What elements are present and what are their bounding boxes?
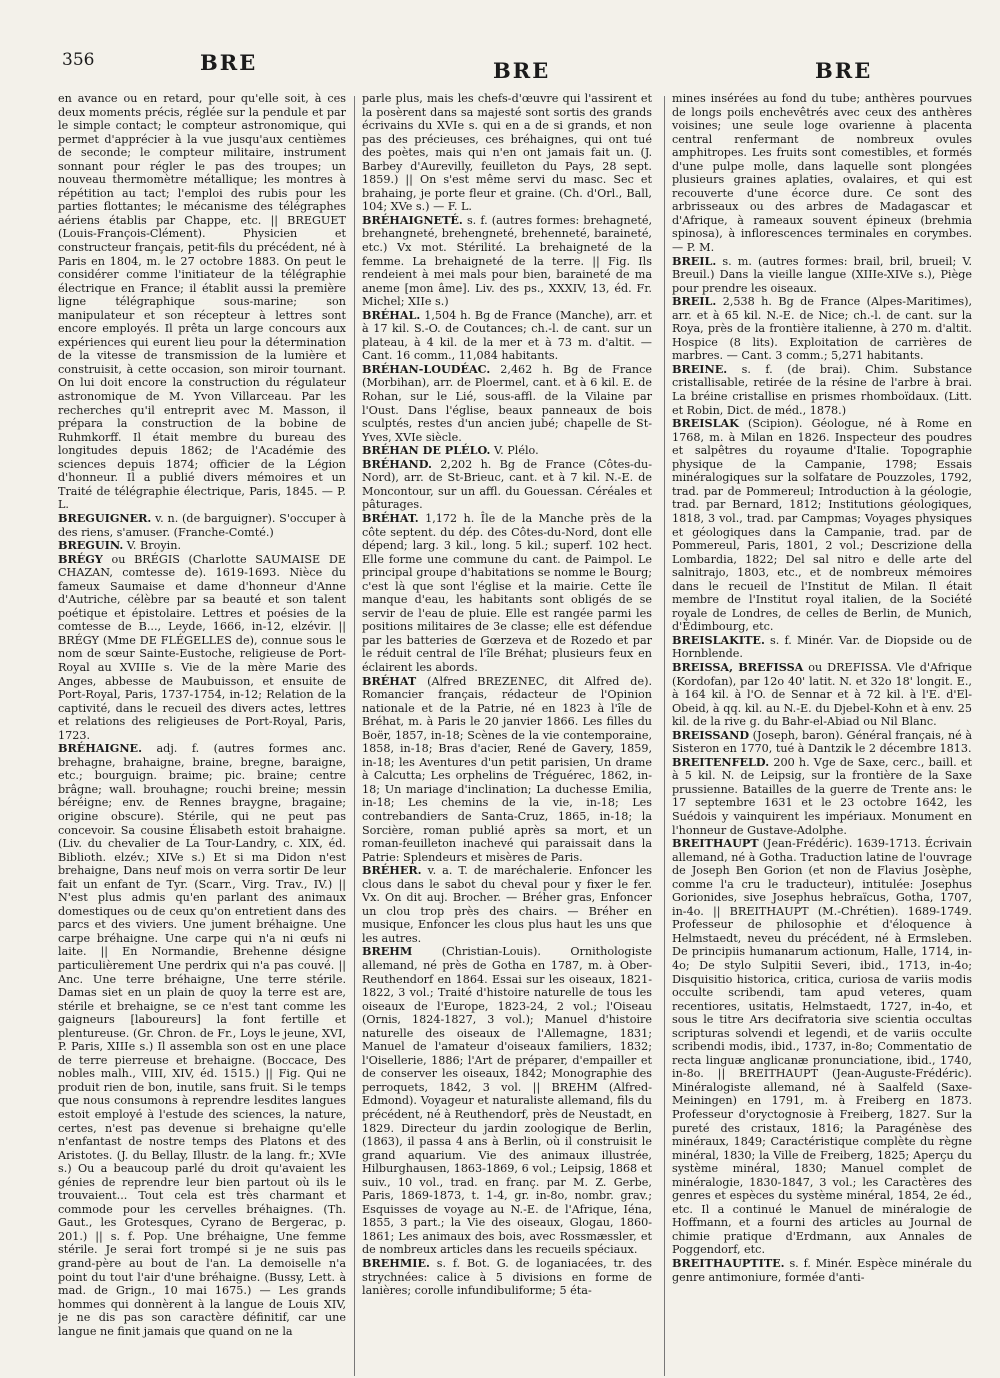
dictionary-entry [362, 214, 652, 309]
column-divider [664, 96, 665, 1376]
entry-text: parle plus, mais les chefs-d'œuvre qui l'assirent et la posèrent dans sa majesté sont sortis des grands écrivains du XVIe s. qui en a de si grands, et non pas des précieuses, ces bréhaignes, qui ont tué des poètes, mais qui n'en ont jamais fait un. (J. Barbey d'Aurevilly, feuilleton du Pays, 28 sept. 1859.) || On s'est même servi du masc. Sec et brahaing, je porte fleur et graine. (Ch. d'Orl., Ball, 104; XVe s.) — F. L. [362, 92, 652, 214]
dictionary-entry [672, 661, 972, 729]
dictionary-entry [58, 539, 346, 553]
entry-headword: BREISSAND [672, 727, 750, 742]
entry-headword: BREHM [362, 944, 413, 959]
entry-text: s. f. (de brai). Chim. Substance cristallisable, retirée de la résine de l'arbre à brai. La bréine cristallise en prismes rhomboïdaux. (Litt. et Robin, Dict. de méd., 1878.) [672, 362, 972, 417]
dictionary-entry [672, 1257, 972, 1284]
entry-text: V. Plélo. [494, 444, 539, 458]
entry-text: v. a. T. de maréchalerie. Enfoncer les clous dans le sabot du cheval pour y fixer le fer. Vx. On dit auj. Brocher. — Bréher gras, Enfoncer un clou trop près des chairs. — Bréher en musique, Enfoncer les clous plus haut les uns que les autres. [362, 864, 652, 945]
entry-text: (Jean-Frédéric). 1639-1713. Écrivain allemand, né à Gotha. Traduction latine de l'ouvrage de Joseph Ben Gorion (et non de Flavius Josèphe, comme l'a cru le traducteur), intitulée: Josephus Gorionides, sive Josephus hebraïcus, Gotha, 1707, in-4o. || BREITHAUPT (M.-Chrétien). 1689-1749. Professeur de philosophie et d'éloquence à Helmstaedt, neveu du précédent, né à Ermsleben. De principiis humanarum actionum, Halle, 1714, in-4o; De stylo Sulpitii Severi, ibid., 1713, in-4o; Disquisitio historica, critica, curiosa de variis modis occulte scribendi, tam apud veteres, quam recentiores, usitatis, Helmstaedt, 1727, in-4o, et sous le titre Ars decifratoria sive scientia occultas scripturas solvendi et legendi, et de variis occulte scribendi modis, ibid., 1737, in-8o; Commentatio de recta linguæ anglicanæ pronunciatione, ibid., 1740, in-8o. || BREITHAUPT (Jean-Auguste-Frédéric). Minéralogiste allemand, né à Saalfeld (Saxe-Meiningen) en 1791, m. à Freiberg en 1873. Professeur d'oryctognosie à Freiberg, 1827. Sur la pureté des cristaux, 1816; la Paragénèse des minéraux, 1849; Caractéristique complète du règne minéral, 1830; la Ville de Freiberg, 1825; Aperçu du système minéral, 1830; Manuel complet de minéralogie, 1830-1847, 3 vol.; les Caractères des genres et espèces du système minéral, 1854, 2e éd., etc. Il a continué le Manuel de minéralogie de Hoffmann, et a fourni des articles au Journal de chimie pratique d'Erdmann, aux Annales de Poggendorf, etc. [672, 837, 972, 1257]
entry-headword: BREGUIN. [58, 538, 124, 553]
entry-text: en avance ou en retard, pour qu'elle soit, à ces deux moments précis, réglée sur la pendule et par le simple contact; le compteur astronomique, qui permet d'apprécier à la vue jusqu'aux centièmes de seconde; le compteur militaire, instrument sonnant pour régler le pas des troupes; un nouveau thermomètre métallique; les montres à répétition au tact; l'emploi des rubis pour les parties flottantes; le mécanisme des télégraphes aériens établis par Chappe, etc. || BREGUET (Louis-François-Clément). Physicien et constructeur français, petit-fils du précédent, né à Paris en 1804, m. le 27 octobre 1883. On peut le considérer comme l'initiateur de la télégraphie électrique en France; il établit aussi la première ligne télégraphique sous-marine; son manipulateur et son récepteur à lettres sont encore employés. Il prêta un large concours aux expériences qui eurent lieu pour la détermination de la vitesse de transmission de la lumière et construisit, à cette occasion, son miroir tournant. On lui doit encore la construction du régulateur astronomique de M. Yvon Villarceau. Par les recherches qu'il entreprit avec M. Masson, il prépara la construction de la bobine de Ruhmkorff. Il était membre du bureau des longitudes depuis 1862; de l'Académie des sciences depuis 1874; officier de la Légion d'honneur. Il a publié divers mémoires et un Traité de télégraphie électrique, Paris, 1845. — P. L. [58, 92, 346, 512]
entry-text: V. Broyin. [126, 539, 181, 553]
dictionary-entry [362, 512, 652, 675]
entry-text: (Joseph, baron). Général français, né à Sisteron en 1770, tué à Dantzik le 2 décembre 1813. [672, 728, 972, 756]
entry-text: 1,172 h. Île de la Manche près de la côte septent. du dép. des Côtes-du-Nord, dont elle dépend; larg. 3 kil., long. 5 kil.; superf. 102 hect. Elle forme une commune du cant. de Paimpol. Le principal groupe d'habitations se nomme le Bourg; c'est là que sont l'église et la mairie. Cette île manque d'eau, les habitants sont obligés de se servir de l'eau de pluie. Elle est rangée parmi les positions militaires de 3e classe; elle est défendue par les batteries de Gœrzeva et de Rozedo et par le réduit central de l'île Bréhat; plusieurs feux en éclairent les abords. [362, 511, 652, 674]
dictionary-entry [672, 756, 972, 837]
entry-headword: BREHMIE. [362, 1256, 430, 1271]
dictionary-entry [672, 729, 972, 756]
entry-text: 200 h. Vge de Saxe, cerc., baill. et à 5 kil. N. de Leipsig, sur la frontière de la Saxe prussienne. Batailles de la guerre de Trente ans: le 17 septembre 1631 et le 23 octobre 1642, les Suédois y vainquirent les impériaux. Monument en l'honneur de Gustave-Adolphe. [672, 755, 972, 837]
entry-text: s. f. Minér. Espèce minérale du genre antimoniure, formée d'anti- [672, 1257, 972, 1284]
running-head-right: BRE [815, 58, 873, 83]
dictionary-entry [362, 1257, 652, 1298]
dictionary-entry [672, 363, 972, 417]
dictionary-entry [362, 309, 652, 363]
entry-headword: BRÉHAN DE PLÉLO. [362, 443, 491, 458]
entry-headword: BREIL. [672, 294, 717, 309]
entry-headword: BRÉHAN-LOUDÉAC. [362, 361, 491, 376]
entry-text: s. f. Bot. G. de loganiacées, tr. des strychnées: calice à 5 divisions en forme de lanières; corolle infundibuliforme; 5 éta- [362, 1257, 652, 1298]
entry-text: mines insérées au fond du tube; anthères pourvues de longs poils enchevêtrés avec ceux des anthères voisines; une seule loge ovarienne à placenta central renfermant de nombreux ovules amphitropes. Les fruits sont comestibles, et formés d'une pulpe molle, dans laquelle sont plongées plusieurs graines aplaties, ovalaires, et qui est recouverte d'une écorce dure. Ce sont des arbrisseaux ou des arbres de Madagascar et d'Afrique, à rameaux souvent épineux (brehmia spinosa), à inflorescences terminales en corymbes. — P. M. [672, 92, 972, 255]
entry-headword: BRÉHER. [362, 863, 422, 878]
dictionary-entry [672, 837, 972, 1257]
entry-headword: BREINE. [672, 361, 728, 376]
dictionary-entry [362, 92, 652, 214]
entry-headword: BREITHAUPTITE. [672, 1256, 785, 1271]
dictionary-entry [58, 92, 346, 512]
dictionary-entry [58, 742, 346, 1338]
entry-headword: BREISLAKITE. [672, 632, 765, 647]
dictionary-entry [672, 295, 972, 363]
dictionary-entry [672, 417, 972, 634]
entry-text: ou DREFISSA. Vle d'Afrique (Kordofan), par 12o 40' latit. N. et 32o 18' longit. E., à 164 kil. à l'O. de Sennar et à 72 kil. à l'E. d'El-Obeid, à qq. kil. au N.-E. du Djebel-Kohn et à env. 25 kil. de la rive g. du Bahr-el-Abiad ou Nil Blanc. [672, 660, 972, 729]
dictionary-entry [672, 634, 972, 661]
entry-headword: BREIL. [672, 253, 717, 268]
text-column-2 [362, 92, 652, 1372]
dictionary-entry [362, 864, 652, 945]
entry-text: v. n. (de barguigner). S'occuper à des riens, s'amuser. (Franche-Comté.) [58, 511, 346, 539]
entry-headword: BREISLAK [672, 416, 739, 431]
entry-text: (Alfred BREZENEC, dit Alfred de). Romancier français, rédacteur de l'Opinion nationale et de la Patrie, né en 1823 à l'île de Bréhat, m. à Paris le 20 janvier 1866. Les filles du Boër, 1857, in-18; Scènes de la vie contemporaine, 1858, in-18; Bras d'acier, René de Gavery, 1859, in-18; les Aventures d'un petit parisien, Un drame à Calcutta; Les orphelins de Tréguérec, 1862, in-18; Un mariage d'inclination; La duchesse Emilia, in-18; Les chemins de la vie, in-18; Les contrebandiers de Santa-Cruz, 1865, in-18; la Sorcière, roman publié après sa mort, et un roman-feuilleton inachevé qui paraissait dans la Patrie: Splendeurs et misères de Paris. [362, 674, 652, 864]
dictionary-entry [672, 255, 972, 296]
entry-headword: BRÉHAND. [362, 456, 432, 471]
entry-headword: BRÉHAT. [362, 510, 419, 525]
entry-text: 2,538 h. Bg de France (Alpes-Maritimes), arr. et à 65 kil. N.-E. de Nice; ch.-l. de cant. sur la Roya, près de la frontière italienne, à 270 m. d'altit. Hospice (8 lits). Exploitation de carrières de marbres. — Cant. 3 comm.; 5,271 habitants. [672, 295, 972, 363]
text-column-3 [672, 92, 972, 1372]
dictionary-entry [362, 945, 652, 1257]
entry-text: (Christian-Louis). Ornithologiste allemand, né près de Gotha en 1787, m. à Ober-Reuthendorf en 1864. Essai sur les oiseaux, 1821-1822, 3 vol.; Traité d'histoire naturelle de tous les oiseaux de l'Europe, 1823-24, 2 vol.; l'Oiseau (Ornis, 1824-1827, 3 vol.); Manuel d'histoire naturelle des oiseaux de l'Allemagne, 1831; Manuel de l'amateur d'oiseaux familiers, 1832; l'Oisellerie, 1886; l'Art de préparer, d'empailler et de conserver les oiseaux, 1842; Monographie des perroquets, 1842, 3 vol. || BREHM (Alfred-Edmond). Voyageur et naturaliste allemand, fils du précédent, né à Reuthendorf, près de Neustadt, en 1829. Directeur du jardin zoologique de Berlin, (1863), il passa 4 ans à Berlin, où il construisit le grand aquarium. Vie des animaux illustrée, Hilburghausen, 1863-1869, 6 vol.; Leipsig, 1868 et suiv., 10 vol., trad. en franç. par M. Z. Gerbe, Paris, 1869-1873, t. 1-4, gr. in-8o, nombr. grav.; Esquisses de voyage au N.-E. de l'Afrique, Iéna, 1855, 3 part.; la Vie des oiseaux, Glogau, 1860-1861; Les animaux des bois, avec Rossmæssler, et de nombreux articles dans les recueils spéciaux. [362, 945, 652, 1257]
dictionary-entry [58, 553, 346, 743]
running-head-center: BRE [493, 58, 551, 83]
entry-text: 1,504 h. Bg de France (Manche), arr. et à 17 kil. S.-O. de Coutances; ch.-l. de cant. sur un plateau, à 4 kil. de la mer et à 73 m. d'altit. — Cant. 16 comm., 11,084 habitants. [362, 308, 652, 363]
dictionary-entry [362, 458, 652, 512]
dictionary-entry [362, 363, 652, 444]
dictionary-entry [362, 675, 652, 865]
dictionary-entry [362, 444, 652, 458]
entry-headword: BREGUIGNER. [58, 510, 152, 525]
dictionary-entry [58, 512, 346, 539]
entry-headword: BRÉHAL. [362, 307, 421, 322]
entry-text: (Scipion). Géologue, né à Rome en 1768, m. à Milan en 1826. Inspecteur des poudres et salpêtres du royaume d'Italie. Topographie physique de la Campanie, 1798; Essais minéralogiques sur la solfatare de Pouzzoles, 1792, trad. par de Pommereul; Introduction à la géologie, trad. par Bernard, 1812; Institutions géologiques, 1818, 3 vol., trad. par Campmas; Voyages physiques et géologiques dans la Campanie, trad. par de Pommereul, Paris, 1801, 2 vol.; Descrizione della Lombardia, 1822; Del sal nitro e delle arte del salnitrajo, 1803, etc., et de nombreux mémoires dans le recueil de l'Institut de Milan. Il était membre de l'Institut royal italien, de la Société royale de Londres, de celles de Berlin, de Munich, d'Édimbourg, etc. [672, 417, 972, 634]
running-head-left: BRE [200, 50, 258, 75]
dictionary-entry [672, 92, 972, 255]
page-number: 356 [62, 50, 95, 70]
entry-text: 2,202 h. Bg de France (Côtes-du-Nord), arr. de St-Brieuc, cant. et à 7 kil. N.-E. de Moncontour, sur un affl. du Gouessan. Céréales et pâturages. [362, 457, 652, 512]
entry-text: adj. f. (autres formes anc. brehagne, brahaigne, braine, bregne, baraigne, etc.; bourguign. braime; pic. braine; centre brâgne; wall. brouhagne; rouchi breine; messin béréigne; env. de Rennes braygne, bragaine; origine obscure). Stérile, qui ne peut pas concevoir. Sa cousine Élisabeth estoit brahaigne. (Liv. du chevalier de La Tour-Landry, c. XIX, éd. Biblioth. elzév.; XIVe s.) Et si ma Didon n'est brehaigne, Dans neuf mois on verra sortir De leur fait un enfant de Tyr. (Scarr., Virg. Trav., IV.) || N'est plus admis qu'en parlant des animaux domestiques ou de ceux qu'on entretient dans des parcs et des viviers. Une jument bréhaigne. Une carpe bréhaigne. Une carpe qui n'a ni œufs ni laite. || En Normandie, Brehenne désigne particulièrement Une perdrix qui n'a pas couvé. || Anc. Une terre bréhaigne, Une terre stérile. Damas siet en un plain de quoy la terre est are, stérile et brehaigne, se ce n'est tant comme les gaigneurs [laboureurs] la font fertille et plentureuse. (Gr. Chron. de Fr., Loys le jeune, XVI, P. Paris, XIIIe s.) Il assembla son ost en une place de terre pierreuse et brehaigne. (Boccace, Des nobles malh., VIII, XIV, éd. 1515.) || Fig. Qui ne produit rien de bon, inutile, sans fruit. Si le temps que nous consumons à reprendre lesdites langues estoit employé à l'estude des sciences, la nature, certes, n'est pas devenue si brehaigne qu'elle n'enfantast de nostre temps des Platons et des Aristotes. (J. du Bellay, Illustr. de la lang. fr.; XVIe s.) Ou a beaucoup parlé du droit qu'avaient les génies de reprendre leur bien partout où ils le trouvaient... Tout cela est très charmant et commode pour les cervelles bréhaignes. (Th. Gaut., les Grotesques, Cyrano de Bergerac, p. 201.) || s. f. Pop. Une bréhaigne, Une femme stérile. Je serai fort trompé si je ne suis pas grand-père au bout de l'an. La demoiselle n'a point du tout l'air d'une bréhaigne. (Bussy, Lett. à mad. de Grign., 10 mai 1675.) — Les grands hommes qui donnèrent à la langue de Louis XIV, je ne dis pas son caractère définitif, car une langue ne finit jamais que quand on ne la [58, 742, 346, 1338]
column-divider [354, 96, 355, 1376]
entry-headword: BREITHAUPT [672, 836, 759, 851]
entry-headword: BRÉGY [58, 551, 103, 566]
entry-headword: BRÉHAIGNETÉ. [362, 212, 463, 227]
text-column-1 [58, 92, 346, 1372]
entry-text: s. f. (autres formes: brehagneté, brehangneté, brehengneté, brehenneté, baraineté, etc.) Vx mot. Stérilité. La brehaigneté de la femme. La brehaigneté de la terre. || Fig. Ils rendeient à mei mals pour bien, baraineté de ma aneme [mon âme]. Liv. des ps., XXXIV, 13, éd. Fr. Michel; XIIe s.) [362, 213, 652, 309]
entry-text: s. f. Minér. Var. de Diopside ou de Hornblende. [672, 633, 972, 661]
entry-text: s. m. (autres formes: brail, bril, brueil; V. Breuil.) Dans la vieille langue (XIIIe-XIVe s.), Piège pour prendre les oiseaux. [672, 254, 972, 295]
entry-headword: BREISSA, BREFISSA [672, 659, 804, 674]
entry-headword: BRÉHAIGNE. [58, 741, 142, 756]
entry-text: 2,462 h. Bg de France (Morbihan), arr. de Ploermel, cant. et à 6 kil. E. de Rohan, sur le Lié, sous-affl. de la Vilaine par l'Oust. Dans l'église, beaux panneaux de bois sculptés, restes d'un ancien jubé; chapelle de St-Yves, XVIe siècle. [362, 362, 652, 444]
entry-text: ou BRÉGIS (Charlotte SAUMAISE DE CHAZAN, comtesse de). 1619-1693. Nièce du fameux Saumaise et dame d'honneur d'Anne d'Autriche, célèbre par sa beauté et son talent poétique et épistolaire. Lettres et poésies de la comtesse de B..., Leyde, 1666, in-12, elzévir. || BRÉGY (Mme DE FLÉGELLES de), connue sous le nom de sœur Sainte-Eustoche, religieuse de Port-Royal au XVIIIe s. Vie de la mère Marie des Anges, abbesse de Maubuisson, et ensuite de Port-Royal, Paris, 1737-1754, in-12; Relation de la captivité, dans le recueil des divers actes, lettres et relations des religieuses de Port-Royal, Paris, 1723. [58, 552, 346, 742]
entry-headword: BREITENFELD. [672, 754, 770, 769]
entry-headword: BRÉHAT [362, 673, 417, 688]
